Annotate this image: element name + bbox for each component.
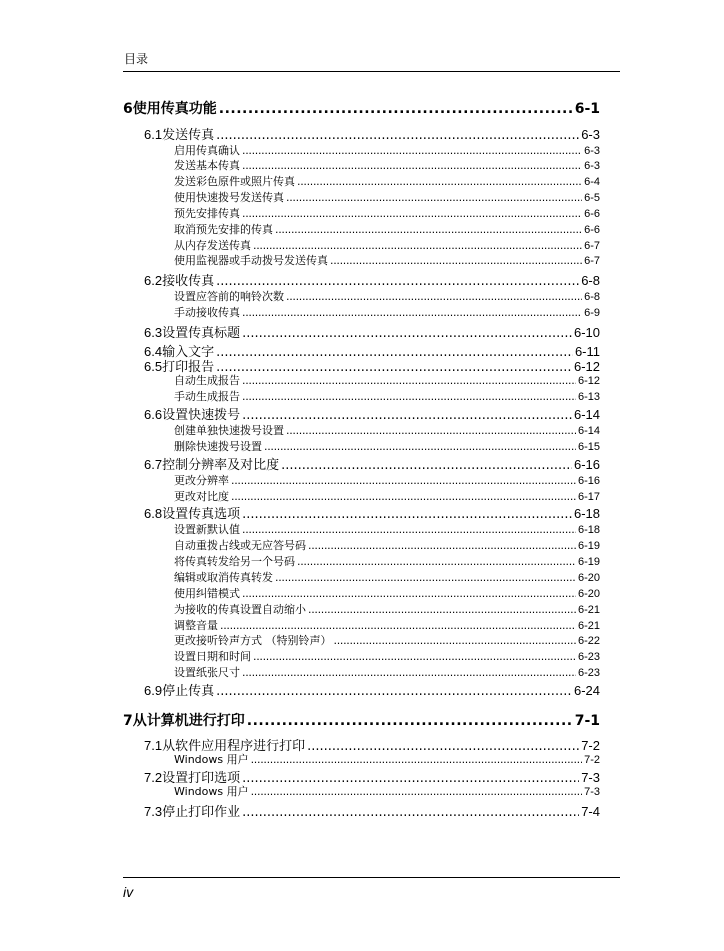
toc-entry-label: 设置快速拨号: [162, 408, 241, 423]
toc-entry-page: 6-12: [577, 375, 600, 387]
toc-entry-page: 6-11: [574, 344, 600, 359]
toc-dot-leader: [264, 440, 576, 453]
toc-dot-leader: [308, 539, 576, 552]
toc-dot-leader: [242, 805, 579, 820]
toc-entry-page: 6-23: [577, 651, 600, 663]
toc-entry-number: 6.5: [144, 359, 163, 374]
toc-dot-leader: [286, 424, 576, 437]
toc-entry-label: 使用快速拨号发送传真: [174, 191, 284, 204]
toc-dot-leader: [286, 191, 582, 204]
toc-entry-level-3[interactable]: [174, 288, 600, 304]
toc-entry-page: 7-1: [574, 713, 600, 729]
toc-dot-leader: [242, 408, 572, 423]
toc-entry-label: 更改分辨率: [174, 474, 229, 487]
toc-dot-leader: [242, 587, 576, 600]
toc-dot-leader: [242, 159, 582, 172]
toc-entry-page: 6-8: [584, 291, 600, 303]
toc-entry-label: 发送彩色原件或照片传真: [174, 175, 295, 188]
toc-entry-level-1[interactable]: [123, 710, 600, 730]
toc-entry-page: 6-20: [577, 588, 600, 600]
header-rule: [123, 71, 620, 72]
toc-entry-label: 自动生成报告: [174, 374, 240, 387]
toc-dot-leader: [275, 571, 576, 584]
toc-dot-leader: [251, 785, 582, 798]
toc-entry-page: 6-16: [573, 457, 600, 472]
toc-entry-level-3[interactable]: [174, 142, 600, 158]
toc-entry-level-1[interactable]: [123, 98, 600, 118]
toc-entry-level-3[interactable]: [174, 648, 600, 664]
toc-entry-page: 6-13: [577, 391, 600, 403]
toc-entry-level-3[interactable]: [174, 617, 600, 633]
toc-entry-level-3[interactable]: [174, 237, 600, 253]
toc-dot-leader: [220, 619, 576, 632]
toc-entry-label: 手动接收传真: [174, 306, 240, 319]
toc-entry-level-2[interactable]: [144, 124, 600, 143]
toc-entry-level-3[interactable]: [174, 252, 600, 268]
toc-entry-level-3[interactable]: [174, 569, 600, 585]
toc-dot-leader: [297, 175, 582, 188]
toc-entry-level-3[interactable]: [174, 157, 600, 173]
toc-entry-page: 6-20: [577, 572, 600, 584]
toc-entry-page: 6-18: [577, 524, 600, 536]
toc-dot-leader: [231, 490, 576, 503]
toc-dot-leader: [308, 603, 576, 616]
toc-dot-leader: [253, 239, 582, 252]
toc-entry-level-3[interactable]: [174, 221, 600, 237]
toc-dot-leader: [247, 713, 573, 729]
toc-entry-label: 为接收的传真设置自动缩小: [174, 603, 306, 616]
toc-entry-label: 设置纸张尺寸: [174, 666, 240, 679]
toc-entry-page: 6-12: [573, 359, 600, 374]
toc-entry-label: 更改对比度: [174, 490, 229, 503]
toc-entry-label: 预先安排传真: [174, 207, 240, 220]
toc-entry-number: 7: [123, 713, 133, 729]
toc-dot-leader: [334, 634, 576, 647]
toc-entry-page: 6-24: [573, 683, 600, 698]
toc-entry-label: 设置日期和时间: [174, 650, 251, 663]
toc-entry-number: 6.3: [144, 325, 163, 340]
toc-entry-page: 6-14: [577, 425, 600, 437]
toc-entry-label: 编辑或取消传真转发: [174, 571, 273, 584]
toc-entry-page: 6-6: [584, 224, 600, 236]
toc-entry-level-3[interactable]: [174, 173, 600, 189]
toc-dot-leader: [242, 306, 582, 319]
toc-entry-number: 6.7: [144, 457, 163, 472]
toc-entry-level-3[interactable]: [174, 205, 600, 221]
toc-entry-label: 更改接听铃声方式 （特别铃声）: [174, 634, 332, 647]
toc-entry-page: 6-1: [574, 101, 600, 117]
toc-entry-label: 手动生成报告: [174, 390, 240, 403]
toc-entry-page: 7-3: [584, 786, 600, 798]
toc-entry-level-3[interactable]: [174, 372, 600, 388]
toc-entry-page: 6-3: [581, 127, 600, 142]
toc-entry-number: 6.4: [144, 344, 163, 359]
toc-dot-leader: [297, 555, 576, 568]
toc-entry-level-2[interactable]: [144, 270, 600, 289]
toc-entry-label: 删除快速拨号设置: [174, 440, 262, 453]
toc-entry-level-3[interactable]: [174, 553, 600, 569]
footer-rule: [123, 877, 620, 878]
toc-entry-page: 6-6: [584, 208, 600, 220]
toc-entry-label: 从内存发送传真: [174, 239, 251, 252]
toc-entry-number: 6.2: [144, 273, 163, 288]
toc-dot-leader: [242, 523, 576, 536]
toc-entry-page: 6-4: [584, 176, 600, 188]
toc-entry-page: 6-14: [573, 407, 600, 422]
toc-entry-number: 7.1: [144, 738, 163, 753]
toc-dot-leader: [242, 207, 582, 220]
toc-dot-leader: [242, 326, 572, 341]
page-header-title: 目录: [124, 52, 149, 66]
toc-entry-number: 6.1: [144, 127, 163, 142]
toc-entry-label: 创建单独快速拨号设置: [174, 424, 284, 437]
toc-entry-page: 6-19: [577, 556, 600, 568]
toc-dot-leader: [231, 474, 576, 487]
toc-entry-level-3[interactable]: [174, 751, 600, 767]
toc-dot-leader: [216, 128, 579, 143]
toc-entry-level-3[interactable]: [174, 632, 600, 648]
toc-entry-label: 设置新默认值: [174, 523, 240, 536]
toc-entry-label: 接收传真: [162, 274, 215, 289]
toc-entry-label: 自动重拨占线或无应答号码: [174, 539, 306, 552]
toc-entry-page: 7-4: [581, 804, 600, 819]
toc-entry-page: 7-3: [581, 770, 600, 785]
toc-entry-page: 6-7: [584, 240, 600, 252]
toc-entry-page: 6-5: [584, 192, 600, 204]
toc-entry-label: 停止打印作业: [162, 805, 241, 820]
toc-entry-page: 6-8: [581, 273, 600, 288]
toc-dot-leader: [219, 101, 573, 117]
toc-entry-number: 6.9: [144, 683, 163, 698]
toc-entry-page: 6-22: [577, 635, 600, 647]
toc-entry-label: 使用传真功能: [132, 101, 217, 117]
toc-entry-level-3[interactable]: [174, 601, 600, 617]
toc-dot-leader: [253, 650, 576, 663]
toc-entry-page: 6-19: [577, 540, 600, 552]
toc-entry-label: 设置应答前的响铃次数: [174, 290, 284, 303]
toc-entry-page: 7-2: [581, 738, 600, 753]
toc-entry-label: 发送传真: [162, 128, 215, 143]
toc-entry-level-3[interactable]: [174, 472, 600, 488]
toc-entry-label: Windows 用户: [174, 753, 249, 766]
toc-entry-page: 6-7: [584, 255, 600, 267]
toc-entry-level-3[interactable]: [174, 438, 600, 454]
toc-dot-leader: [286, 290, 582, 303]
toc-entry-level-3[interactable]: [174, 521, 600, 537]
toc-entry-level-3[interactable]: [174, 304, 600, 320]
toc-entry-label: 发送基本传真: [174, 159, 240, 172]
toc-entry-label: 控制分辨率及对比度: [162, 458, 280, 473]
toc-entry-level-3[interactable]: [174, 585, 600, 601]
toc-entry-label: 设置打印选项: [162, 771, 241, 786]
toc-dot-leader: [242, 666, 576, 679]
toc-dot-leader: [275, 223, 582, 236]
toc-entry-label: 将传真转发给另一个号码: [174, 555, 295, 568]
toc-entry-label: 从计算机进行打印: [132, 713, 245, 729]
toc-dot-leader: [242, 144, 582, 157]
toc-entry-page: 6-3: [584, 160, 600, 172]
toc-entry-level-2[interactable]: [144, 404, 600, 423]
toc-entry-page: 6-16: [577, 475, 600, 487]
toc-entry-number: 7.2: [144, 770, 163, 785]
toc-entry-page: 7-2: [584, 754, 600, 766]
toc-entry-label: 调整音量: [174, 619, 218, 632]
toc-entry-label: 启用传真确认: [174, 144, 240, 157]
toc-entry-level-3[interactable]: [174, 537, 600, 553]
toc-entry-label: 使用纠错模式: [174, 587, 240, 600]
toc-entry-label: Windows 用户: [174, 785, 249, 798]
toc-entry-page: 6-21: [577, 604, 600, 616]
toc-dot-leader: [216, 274, 579, 289]
toc-dot-leader: [281, 458, 572, 473]
toc-dot-leader: [216, 684, 572, 699]
toc-entry-label: 输入文字: [162, 345, 215, 360]
toc-entry-label: 设置传真选项: [162, 507, 241, 522]
toc-entry-number: 6.8: [144, 506, 163, 521]
toc-entry-page: 6-10: [573, 325, 600, 340]
toc-entry-page: 6-18: [573, 506, 600, 521]
toc-entry-level-3[interactable]: [174, 488, 600, 504]
toc-entry-level-3[interactable]: [174, 422, 600, 438]
toc-dot-leader: [251, 753, 582, 766]
toc-entry-number: 6.6: [144, 407, 163, 422]
toc-dot-leader: [242, 390, 576, 403]
toc-entry-page: 6-23: [577, 667, 600, 679]
toc-entry-page: 6-9: [584, 307, 600, 319]
toc-entry-level-3[interactable]: [174, 664, 600, 680]
toc-entry-level-2[interactable]: [144, 322, 600, 341]
toc-entry-page: 6-17: [577, 491, 600, 503]
toc-entry-page: 6-21: [577, 620, 600, 632]
toc-entry-label: 使用监视器或手动拨号发送传真: [174, 254, 328, 267]
toc-entry-number: 7.3: [144, 804, 163, 819]
toc-entry-level-2[interactable]: [144, 454, 600, 473]
toc-entry-level-2[interactable]: [144, 680, 600, 699]
toc-entry-level-3[interactable]: [174, 189, 600, 205]
toc-entry-number: 6: [123, 101, 133, 117]
toc-entry-label: 从软件应用程序进行打印: [162, 739, 306, 754]
toc-entry-page: 6-15: [577, 441, 600, 453]
toc-entry-label: 取消预先安排的传真: [174, 223, 273, 236]
toc-entry-level-3[interactable]: [174, 783, 600, 799]
toc-dot-leader: [242, 374, 576, 387]
toc-entry-label: 停止传真: [162, 684, 215, 699]
toc-dot-leader: [330, 254, 582, 267]
toc-entry-level-3[interactable]: [174, 388, 600, 404]
footer-page-number: iv: [123, 884, 134, 900]
toc-entry-label: 打印报告: [162, 360, 215, 375]
toc-entry-level-2[interactable]: [144, 801, 600, 820]
toc-dot-leader: [242, 507, 572, 522]
toc-entry-level-2[interactable]: [144, 503, 600, 522]
toc-entry-label: 设置传真标题: [162, 326, 241, 341]
toc-entry-page: 6-3: [584, 145, 600, 157]
